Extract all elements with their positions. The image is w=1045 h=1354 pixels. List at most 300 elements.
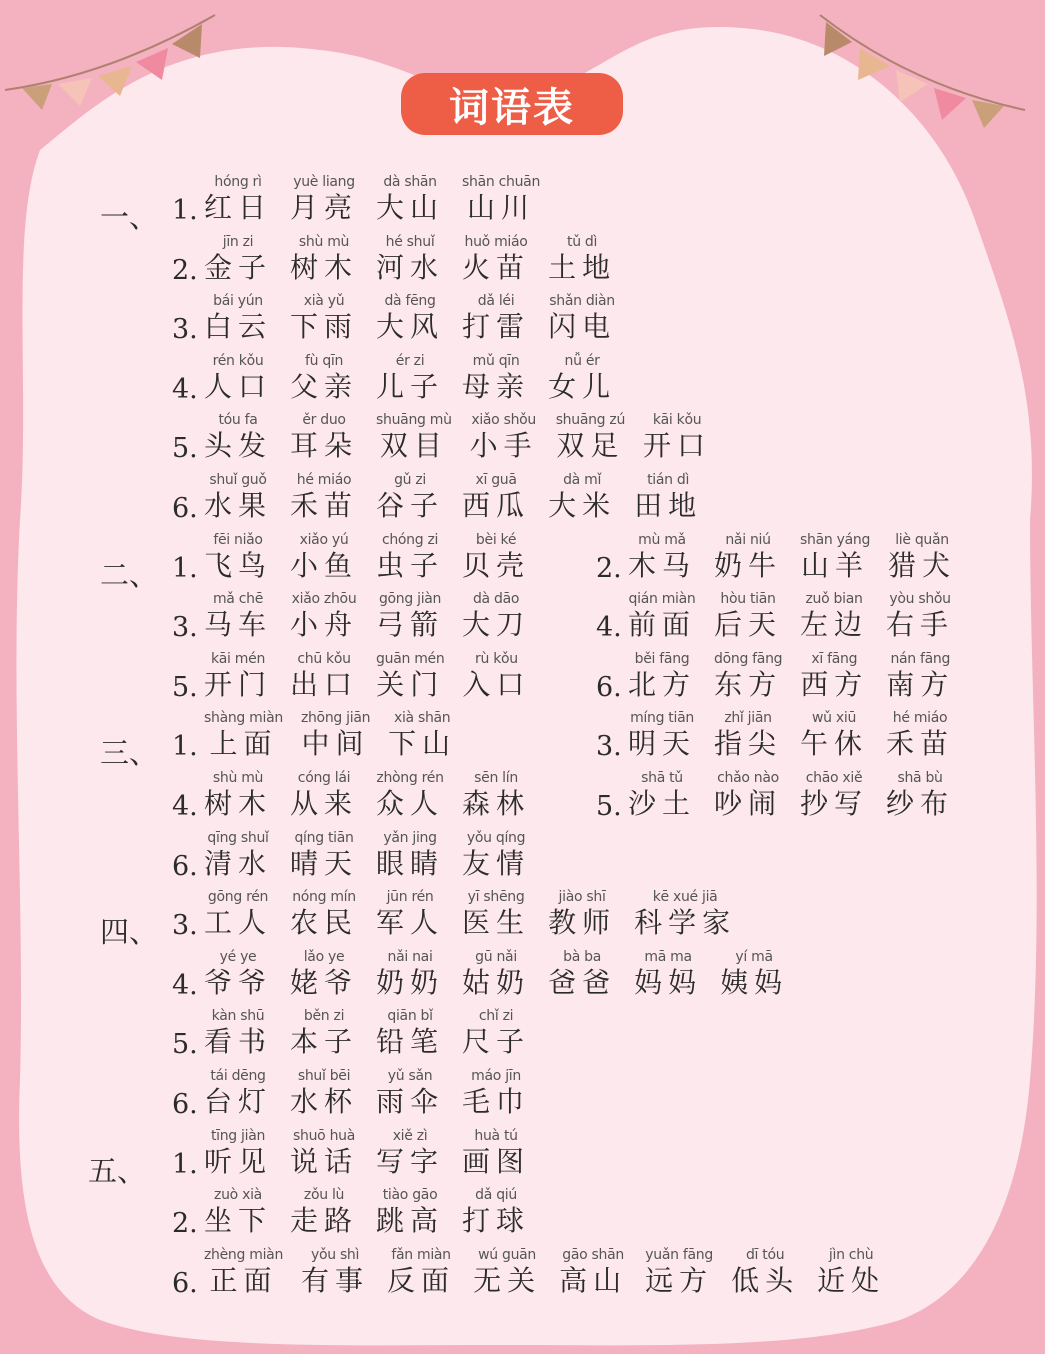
pinyin: nǚ ér [564, 352, 600, 369]
pinyin: zhōng jiān [300, 710, 371, 727]
vocab-word [204, 352, 272, 404]
pinyin: chāo xiě [805, 770, 863, 786]
pinyin: zhǐ jiān [724, 710, 772, 727]
pinyin: qián miàn [628, 591, 696, 608]
vocab-word [714, 769, 782, 821]
vocab-word [387, 1246, 455, 1298]
hanzi: 医生 [462, 906, 531, 940]
pinyin: zhèng miàn [204, 1246, 284, 1263]
hanzi: 关门 [376, 667, 445, 701]
hanzi: 跳高 [376, 1204, 445, 1238]
item-number: 5. [172, 433, 198, 465]
hanzi: 听见 [204, 1144, 273, 1178]
hanzi: 月亮 [290, 191, 359, 224]
pinyin: shǎn diàn [549, 293, 615, 310]
vocab-word [634, 948, 702, 1000]
vocab-word [290, 829, 358, 881]
hanzi: 友情 [462, 846, 531, 880]
pinyin: xià shān [393, 710, 451, 727]
pinyin: shān yáng [800, 531, 871, 548]
vocab-word [204, 1067, 272, 1119]
pinyin: wǔ xiū [812, 710, 857, 727]
vocab-word [720, 948, 788, 1000]
hanzi: 上面 [209, 727, 278, 761]
pinyin: liè quǎn [895, 531, 949, 548]
pinyin: yǎn jing [383, 829, 437, 846]
pinyin: gū nǎi [475, 948, 517, 965]
vocab-word [376, 769, 444, 821]
word-group [628, 650, 954, 702]
item-number: 3. [172, 314, 198, 346]
hanzi: 爸爸 [548, 965, 617, 999]
pinyin: zǒu lù [303, 1187, 345, 1204]
vocab-word [886, 769, 954, 821]
word-group [204, 292, 616, 344]
pinyin: dī tóu [745, 1246, 785, 1263]
vocab-word [290, 292, 358, 344]
item-number: 6. [596, 671, 622, 703]
vocab-word [800, 650, 868, 702]
pinyin: qiān bǐ [387, 1008, 433, 1025]
item-number: 2. [172, 1208, 198, 1240]
pinyin: bà ba [563, 948, 602, 965]
hanzi: 大山 [376, 191, 445, 224]
hanzi: 儿子 [376, 369, 445, 403]
hanzi: 妈妈 [634, 965, 703, 999]
hanzi: 木马 [628, 548, 697, 582]
hanzi: 东方 [714, 667, 783, 701]
hanzi: 农民 [290, 906, 359, 940]
hanzi: 大风 [376, 310, 445, 344]
vocab-word [886, 709, 954, 761]
word-group [204, 1067, 530, 1119]
word-group [204, 1007, 530, 1059]
vocab-word [548, 471, 616, 523]
pinyin: sēn lín [474, 770, 518, 786]
vocab-word [290, 590, 358, 642]
pinyin: fǎn miàn [391, 1246, 451, 1263]
hanzi: 近处 [817, 1263, 886, 1297]
hanzi: 小鱼 [290, 548, 359, 582]
vocab-word [290, 173, 358, 225]
hanzi: 画图 [462, 1144, 531, 1178]
vocab-word [714, 709, 782, 761]
vocab-word [204, 888, 272, 940]
pinyin: kàn shū [211, 1008, 265, 1025]
pinyin: shā bù [897, 770, 943, 786]
pinyin: tǔ dì [567, 233, 598, 250]
pinyin: nǎi nai [387, 948, 433, 965]
hanzi: 写字 [376, 1144, 445, 1178]
vocab-word [290, 1186, 358, 1238]
item-number: 5. [172, 671, 198, 703]
hanzi: 姨妈 [720, 965, 789, 999]
vocab-word [473, 1246, 541, 1298]
hanzi: 飞鸟 [204, 548, 273, 582]
vocab-word [462, 769, 530, 821]
pinyin: běi fāng [634, 650, 690, 667]
pinyin: lǎo ye [303, 948, 345, 965]
hanzi: 下雨 [290, 310, 359, 344]
hanzi: 清水 [204, 846, 273, 880]
vocab-word [376, 590, 444, 642]
hanzi: 女儿 [548, 369, 617, 403]
pinyin: hóng rì [214, 174, 262, 190]
hanzi: 后天 [714, 608, 783, 642]
hanzi: 弓箭 [376, 608, 445, 642]
page-title: 词语表 [449, 84, 575, 131]
vocab-word [462, 173, 540, 225]
pinyin: gāo shān [562, 1246, 624, 1263]
title-banner [401, 73, 623, 135]
pinyin: yí mā [735, 948, 773, 965]
vocab-word [628, 709, 696, 761]
vocab-word [290, 233, 358, 285]
pinyin: tóu fa [218, 412, 258, 429]
vocab-word [290, 471, 358, 523]
vocab-word [376, 292, 444, 344]
hanzi: 众人 [376, 787, 445, 820]
hanzi: 马车 [204, 608, 273, 642]
hanzi: 铅笔 [376, 1025, 445, 1059]
pinyin: shù mù [298, 233, 350, 250]
item-number: 6. [172, 493, 198, 524]
hanzi: 中间 [301, 727, 370, 761]
hanzi: 吵闹 [714, 787, 783, 820]
hanzi: 双目 [379, 429, 448, 463]
pinyin: chū kǒu [297, 650, 351, 667]
vocab-word [800, 769, 868, 821]
pinyin: tiào gāo [382, 1187, 438, 1204]
hanzi: 坐下 [204, 1204, 273, 1238]
pinyin: míng tiān [630, 710, 694, 727]
pinyin: hòu tiān [720, 591, 776, 608]
pinyin: guān mén [376, 650, 445, 667]
vocab-word [290, 769, 358, 821]
vocab-word [462, 590, 530, 642]
word-group [204, 531, 530, 583]
pinyin: yé ye [219, 948, 257, 965]
vocab-word [470, 411, 538, 463]
vocab-word [643, 411, 711, 463]
word-group [204, 411, 711, 463]
hanzi: 虫子 [376, 548, 445, 582]
vocab-word [462, 1067, 530, 1119]
vocab-word [634, 888, 736, 940]
pinyin: yī shēng [467, 889, 525, 906]
pinyin: hé shuǐ [385, 233, 435, 250]
vocab-word [888, 531, 956, 583]
vocab-word [886, 650, 954, 702]
item-number: 4. [596, 612, 622, 644]
vocab-word [556, 411, 625, 463]
vocab-word [376, 471, 444, 523]
pinyin: jūn rén [386, 889, 434, 906]
hanzi: 毛巾 [462, 1085, 531, 1118]
vocab-word [462, 1127, 530, 1179]
vocab-word [548, 352, 616, 404]
pinyin: fēi niǎo [213, 531, 263, 548]
vocab-word [462, 829, 530, 881]
hanzi: 火苗 [462, 250, 531, 284]
pinyin: yǒu shì [310, 1246, 360, 1263]
item-number: 3. [596, 731, 622, 763]
hanzi: 入口 [462, 667, 531, 701]
hanzi: 指尖 [714, 727, 783, 761]
pinyin: yǒu qíng [466, 829, 526, 846]
hanzi: 白云 [204, 310, 273, 344]
word-group [628, 709, 954, 761]
word-group [628, 769, 954, 821]
vocab-word [376, 888, 444, 940]
pinyin: mǔ qīn [472, 352, 520, 369]
vocab-word [714, 590, 782, 642]
item-number: 1. [172, 195, 198, 226]
hanzi: 教师 [548, 906, 617, 940]
item-number: 6. [172, 1267, 198, 1299]
pinyin: xiǎo shǒu [471, 412, 537, 429]
word-group [204, 233, 616, 285]
word-group [204, 829, 530, 881]
vocab-word [462, 233, 530, 285]
pinyin: yuǎn fāng [645, 1246, 713, 1263]
hanzi: 高山 [559, 1263, 628, 1297]
pinyin: jīn zi [222, 233, 254, 250]
pinyin: yuè liang [293, 174, 355, 190]
hanzi: 树木 [290, 250, 359, 284]
item-number: 4. [172, 969, 198, 1001]
vocab-word [290, 948, 358, 1000]
vocab-word [204, 1246, 283, 1298]
vocab-word [714, 650, 782, 702]
hanzi: 森林 [462, 787, 531, 820]
vocab-word [462, 888, 530, 940]
pinyin: shuō huà [293, 1127, 356, 1144]
word-group [204, 769, 530, 821]
vocab-word [204, 769, 272, 821]
pinyin: dǎ léi [477, 293, 515, 310]
hanzi: 低头 [731, 1263, 800, 1297]
hanzi: 谷子 [376, 489, 445, 522]
pinyin: jiào shī [558, 889, 606, 906]
pinyin: dà shān [383, 174, 437, 190]
word-group [204, 173, 540, 225]
word-group [204, 1186, 530, 1238]
vocab-word [462, 948, 530, 1000]
pinyin: jìn chù [828, 1246, 874, 1263]
vocab-word [462, 650, 530, 702]
pinyin: xiě zì [392, 1127, 428, 1144]
vocab-word [462, 531, 530, 583]
vocab-word [376, 829, 444, 881]
hanzi: 西方 [800, 667, 869, 701]
vocab-word [204, 948, 272, 1000]
vocab-word [204, 709, 283, 761]
word-group [204, 650, 530, 702]
hanzi: 沙土 [628, 787, 697, 820]
vocab-word [800, 590, 868, 642]
item-number: 3. [172, 612, 198, 644]
hanzi: 远方 [645, 1263, 714, 1297]
hanzi: 雨伞 [376, 1085, 445, 1118]
vocab-word [290, 1067, 358, 1119]
pinyin: dà mǐ [563, 472, 602, 488]
hanzi: 出口 [290, 667, 359, 701]
pinyin: chǐ zi [478, 1008, 514, 1025]
item-number: 1. [172, 1148, 198, 1180]
item-number: 2. [172, 254, 198, 286]
hanzi: 晴天 [290, 846, 359, 880]
vocab-word [204, 531, 272, 583]
word-group [204, 590, 530, 642]
vocab-word [301, 1246, 369, 1298]
pinyin: shān chuān [462, 174, 541, 190]
vocab-word [204, 173, 272, 225]
hanzi: 右手 [886, 608, 955, 642]
vocab-word [376, 233, 444, 285]
vocab-word [548, 233, 616, 285]
vocab-word [645, 1246, 713, 1298]
pinyin: mù mǎ [638, 531, 686, 548]
pinyin: dǎ qiú [475, 1187, 517, 1204]
hanzi: 双足 [556, 429, 625, 463]
hanzi: 左边 [800, 608, 869, 642]
hanzi: 工人 [204, 906, 273, 940]
pinyin: tái dēng [210, 1068, 266, 1084]
word-group [204, 888, 736, 940]
hanzi: 打球 [462, 1204, 531, 1238]
hanzi: 有事 [301, 1263, 370, 1297]
pinyin: shā tǔ [641, 770, 683, 786]
vocab-word [290, 650, 358, 702]
hanzi: 军人 [376, 906, 445, 940]
hanzi: 大米 [548, 489, 617, 522]
hanzi: 反面 [387, 1263, 456, 1297]
vocab-word [376, 1186, 444, 1238]
vocab-word [628, 590, 696, 642]
vocab-word [290, 1127, 358, 1179]
pinyin: máo jīn [471, 1068, 521, 1084]
pinyin: yǔ sǎn [387, 1068, 433, 1084]
word-group [204, 1127, 530, 1179]
item-number: 6. [172, 850, 198, 882]
hanzi: 闪电 [548, 310, 617, 344]
word-group [204, 471, 702, 523]
pinyin: hé miáo [892, 710, 948, 727]
hanzi: 本子 [290, 1025, 359, 1059]
vocab-word [462, 471, 530, 523]
vocab-word [204, 411, 272, 463]
vocab-word [462, 292, 530, 344]
pinyin: chǎo nào [717, 770, 779, 786]
hanzi: 北方 [628, 667, 697, 701]
pinyin: huà tú [474, 1127, 518, 1144]
pinyin: mā ma [644, 948, 692, 965]
vocab-word [290, 888, 358, 940]
hanzi: 下山 [388, 727, 457, 761]
item-number: 4. [172, 791, 198, 822]
hanzi: 从来 [290, 787, 359, 820]
pinyin: gōng rén [207, 889, 269, 906]
pinyin: rén kǒu [212, 352, 264, 369]
hanzi: 台灯 [204, 1085, 273, 1118]
hanzi: 无关 [473, 1263, 542, 1297]
pinyin: xī fāng [811, 650, 858, 667]
vocab-word [204, 650, 272, 702]
pinyin: qīng shuǐ [207, 829, 269, 846]
hanzi: 河水 [376, 250, 445, 284]
vocab-word [548, 292, 616, 344]
pinyin: xiǎo zhōu [291, 591, 357, 608]
pinyin: shuǐ bēi [297, 1068, 351, 1084]
pinyin: tián dì [647, 472, 690, 488]
hanzi: 正面 [209, 1263, 278, 1297]
pinyin: gǔ zi [394, 472, 427, 488]
pinyin: fù qīn [304, 352, 344, 369]
hanzi: 红日 [204, 191, 273, 224]
hanzi: 奶牛 [714, 548, 783, 582]
hanzi: 山羊 [801, 548, 870, 582]
hanzi: 水果 [204, 489, 273, 522]
pinyin: xià yǔ [303, 293, 345, 310]
vocab-word [376, 1007, 444, 1059]
hanzi: 纱布 [886, 787, 955, 820]
hanzi: 尺子 [462, 1025, 531, 1059]
vocab-word [388, 709, 456, 761]
vocab-word [301, 709, 370, 761]
pinyin: xiǎo yú [299, 531, 349, 548]
word-group [204, 352, 616, 404]
item-number: 5. [596, 791, 622, 822]
pinyin: ěr duo [302, 412, 346, 429]
hanzi: 小手 [469, 429, 538, 463]
vocab-word [817, 1246, 885, 1298]
pinyin: ér zi [395, 352, 425, 369]
pinyin: zuǒ bian [805, 591, 863, 608]
pinyin: nǎi niú [725, 531, 771, 548]
pinyin: tīng jiàn [210, 1127, 266, 1144]
vocab-word [290, 531, 358, 583]
hanzi: 爷爷 [204, 965, 273, 999]
vocab-word [376, 1067, 444, 1119]
word-group [204, 948, 788, 1000]
hanzi: 头发 [204, 429, 273, 463]
item-number: 1. [172, 731, 198, 763]
pinyin: dà dāo [472, 591, 520, 608]
pinyin: shù mù [212, 770, 264, 786]
vocab-word [204, 471, 272, 523]
hanzi: 小舟 [290, 608, 359, 642]
vocab-word [462, 352, 530, 404]
hanzi: 说话 [290, 1144, 359, 1178]
vocab-word [548, 948, 616, 1000]
vocab-word [204, 829, 272, 881]
pinyin: kāi kǒu [652, 412, 702, 429]
hanzi: 眼睛 [376, 846, 445, 880]
section-label: 二、 [100, 557, 159, 592]
pinyin: shuāng zú [555, 412, 626, 429]
pinyin: mǎ chē [212, 591, 264, 608]
hanzi: 母亲 [462, 369, 531, 403]
vocab-word [376, 352, 444, 404]
item-number: 1. [172, 552, 198, 584]
word-group [628, 531, 956, 583]
vocab-word [376, 948, 444, 1000]
pinyin: huǒ miáo [464, 233, 528, 250]
pinyin: rù kǒu [475, 650, 518, 667]
pinyin: kāi mén [210, 650, 266, 667]
hanzi: 姑奶 [462, 965, 531, 999]
